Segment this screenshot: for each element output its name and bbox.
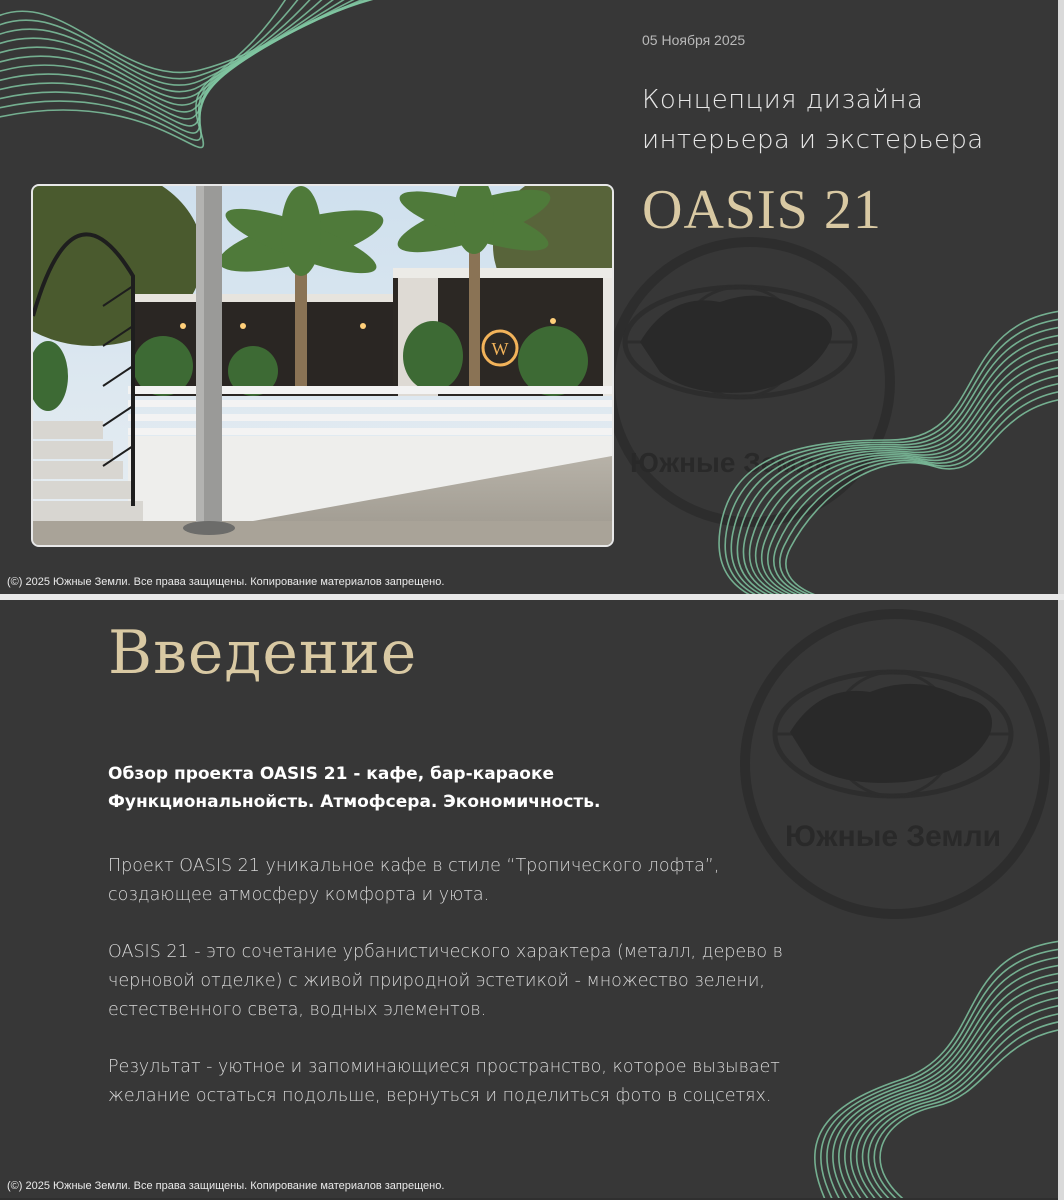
svg-text:Южные Земли: Южные Земли [785,820,1002,853]
overview-line: Обзор проекта OASIS 21 - кафе, бар-караоке [108,764,555,784]
overview-lines [108,760,600,816]
subtitle [642,80,1042,160]
paragraph-line: создающее атмосферу комфорта и уюта. [108,885,490,905]
cafe-exterior-photo [31,184,614,547]
cafe-sign-letter: W [491,339,509,359]
paragraph-1 [108,852,868,910]
paragraph-line: OASIS 21 - это сочетание урбанистического характера (металл, дерево в [108,942,783,962]
svg-text:Южные Земли: Южные Земли [630,447,832,478]
paragraph-line: Проект OASIS 21 уникальное кафе в стиле “Тропического лофта”, [108,856,720,876]
project-title: OASIS 21 [642,179,882,241]
window-edge [1058,0,1064,1200]
paragraph-line: желание остаться подольше, вернуться и поделиться фото в соцсетях. [108,1086,772,1106]
decorative-waves-bottom-right [690,290,1058,594]
subtitle-line: Концепция дизайна [642,85,924,115]
intro-slide [0,600,1058,1198]
paragraph-2 [108,938,868,1025]
paragraph-line: черновой отделке) с живой природной эстетикой - множество зелени, [108,971,765,991]
overview-line: Функциональнойсть. Атмофсера. Экономичность. [108,792,601,812]
section-heading: Введение [108,618,418,688]
copyright-footer: (©) 2025 Южные Земли. Все права защищены. Копирование материалов запрещено. [7,1180,445,1192]
date-label: 05 Ноября 2025 [642,32,746,48]
subtitle-line: интерьера и экстерьера [642,125,984,155]
paragraph-line: Результат - уютное и запоминающиеся пространство, которое вызывает [108,1057,780,1077]
copyright-footer: (©) 2025 Южные Земли. Все права защищены. Копирование материалов запрещено. [7,576,445,588]
title-slide [0,0,1058,594]
paragraph-3 [108,1053,868,1111]
paragraph-line: естественного света, водных элементов. [108,1000,487,1020]
watermark-logo [600,232,900,532]
